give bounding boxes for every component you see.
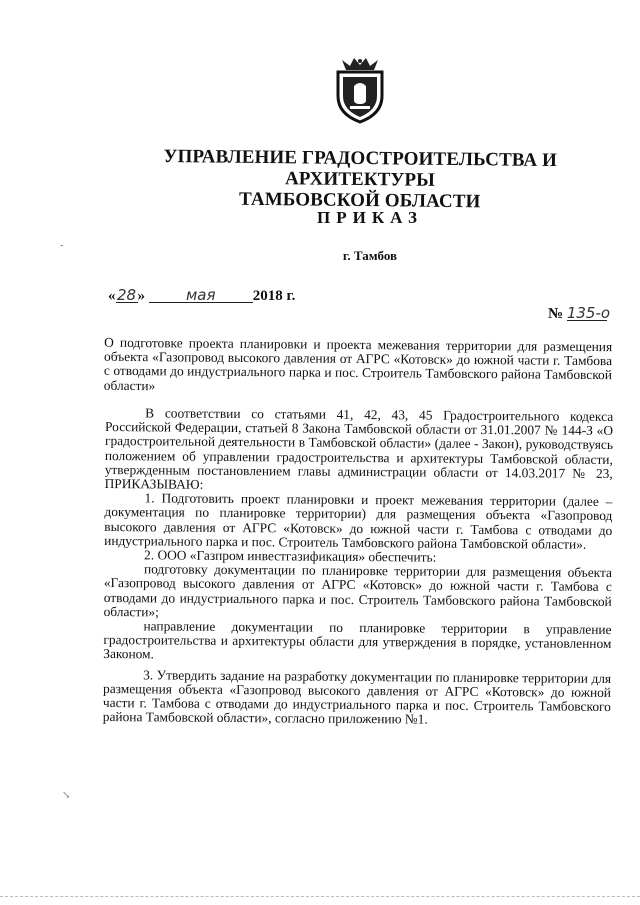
date-year: 2018 г. [252, 288, 296, 304]
date-close-quote: » [137, 288, 145, 304]
body-item-2b: направление документации по планировке территории в управление градостроительства и архитектуры области для утверждения в порядке, установленном Законом. [103, 618, 612, 662]
city-name: г. Тамбов [342, 248, 398, 263]
organization-name-line2: ТАМБОВСКОЙ ОБЛАСТИ [238, 188, 481, 213]
body-item-3: 3. Утвердить задание на разработку документации по планировке территории для размещения объекта «Газопровод высокого давления от АГРС «Котовск» до южной части г. Тамбова с отводами до индустриального парка и пос. Строитель Тамбовского района Тамбовской области», согласно приложению №1. [102, 666, 612, 727]
organization-name-line1: УПРАВЛЕНИЕ ГРАДОСТРОИТЕЛЬСТВА И АРХИТЕКТУРЫ [163, 145, 558, 191]
page-bottom-edge [0, 896, 640, 899]
organization-name [100, 145, 621, 213]
document-date [108, 288, 295, 305]
document-number [548, 304, 611, 323]
document-type: ПРИКАЗ [317, 208, 423, 227]
date-open-quote: « [108, 288, 116, 304]
body-item-1: 1. Подготовить проект планировки и проект межевания территории (далее – документация по планировке территории) для размещения объекта «Газопровод высокого давления от АГРС «Котовск» до южной части г. Тамбова с отводами до индустриального парка и пос. Строитель Тамбовского района Тамбовской области». [104, 490, 613, 552]
body-item-2: 2. ООО «Газпром инвестгазификация» обеспечить: [144, 547, 437, 565]
body-intro: В соответствии со статьями 41, 42, 43, 45 Градостроительного кодекса Российской Федерации, статьей 8 Закона Тамбовской области от 31.01.2007 № 144-З «О градостроительной деятельности в Тамбовской области» (далее - Закон), руководствуясь положением об управлении градостроительства и архитектуры Тамбовской области, утвержденным постановлением главы администрации области от 14.03.2017 № 23, ПРИКАЗЫВАЮ: [104, 405, 614, 492]
body-item-2a: подготовку документации по планировке территории для размещения объекта «Газопровод высокого давления от АГРС «Котовск» до южной части г. Тамбова с отводами до индустриального парка и пос. Строитель Тамбовского района Тамбовской области»; [103, 561, 613, 620]
scan-speck: - [60, 240, 64, 251]
document-subject: О подготовке проекта планировки и проекта межевания территории для размещения объекта «Газопровод высокого давления от АГРС «Котовск» до южной части г. Тамбова с отводами до индустриального парка и пос. Строитель Тамбовского района Тамбовской области» [103, 334, 613, 393]
document-body [103, 406, 613, 728]
number-value: 135-о [566, 304, 611, 322]
coat-of-arms-emblem [332, 56, 388, 126]
number-prefix: № [548, 306, 564, 322]
date-month: мая [149, 288, 253, 303]
scan-speck: ↘ [62, 790, 71, 801]
date-day: 28 [116, 286, 137, 304]
